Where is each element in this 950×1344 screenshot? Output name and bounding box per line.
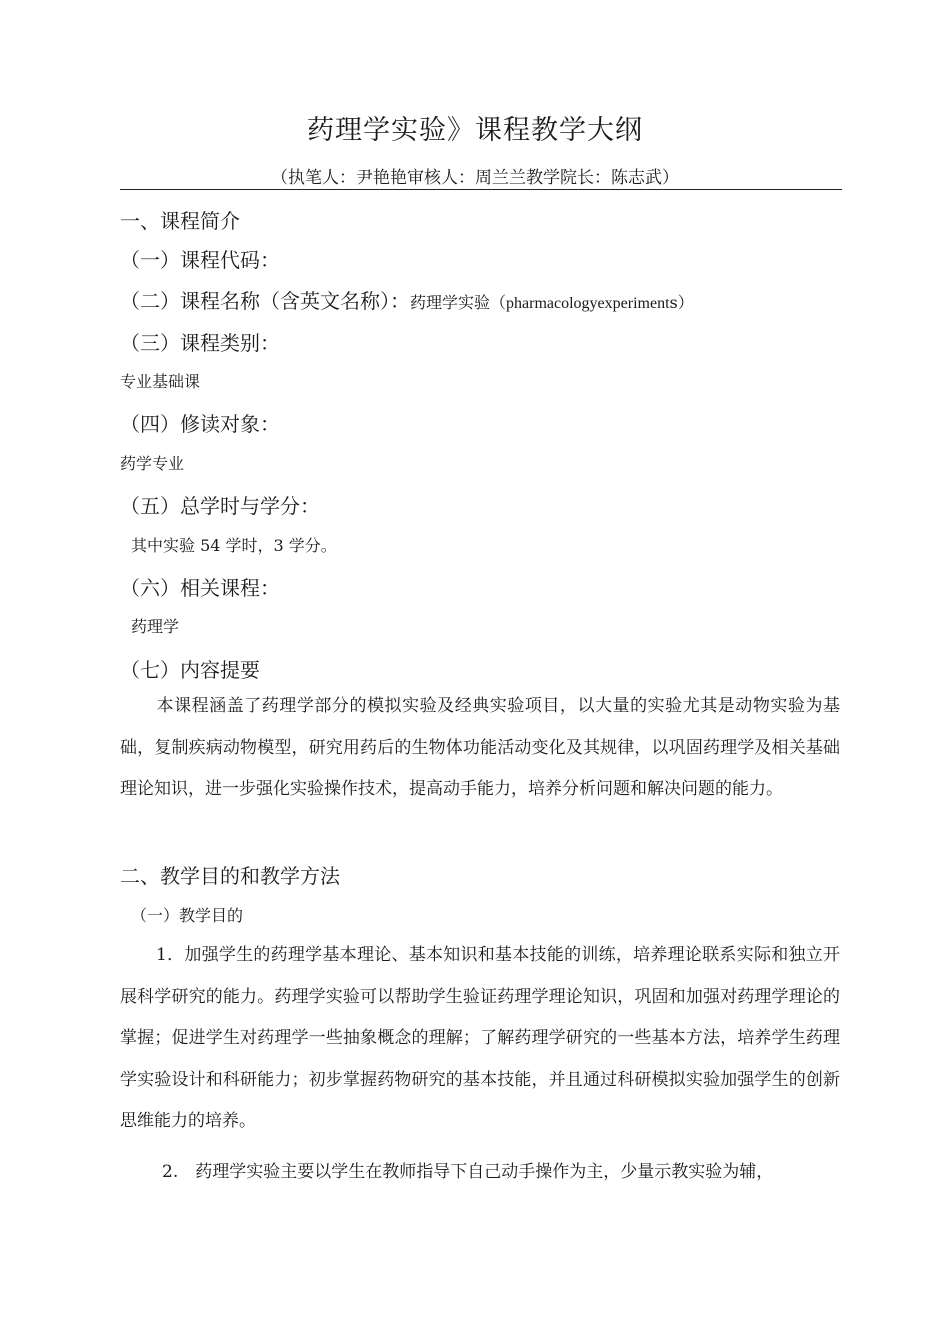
course-hours-label: （五）总学时与学分：: [120, 494, 320, 518]
summary-label: （七）内容提要: [120, 658, 260, 682]
section-2-heading: 二、教学目的和教学方法: [120, 864, 340, 888]
purpose-item-1: [120, 935, 840, 1143]
course-target-label: （四）修读对象：: [120, 412, 280, 436]
document-title: 药理学实验》课程教学大纲: [307, 115, 643, 146]
course-hours-value: 其中实验 54 学时，3 学分。: [131, 536, 337, 555]
summary-text: 本课程涵盖了药理学部分的模拟实验及经典实验项目，以大量的实验尤其是动物实验为基础，复制疾病动物模型，研究用药后的生物体功能活动变化及其规律，以巩固药理学及相关基础理论知识，进一步强化实验操作技术，提高动手能力，培养分析问题和解决问题的能力。: [120, 696, 840, 799]
title-divider: [120, 189, 842, 190]
purpose-item-2: [120, 1152, 840, 1194]
course-code-label: （一）课程代码：: [120, 248, 280, 272]
purpose-item-2-text: 2. 药理学实验主要以学生在教师指导下自己动手操作为主，少量示教实验为辅，: [162, 1162, 774, 1182]
course-name-value-tail: s）: [669, 293, 694, 312]
course-name-value-en: pharmacologyexperiment: [506, 295, 670, 312]
course-category-label: （三）课程类别：: [120, 331, 280, 355]
course-name-label: （二）课程名称（含英文名称）：: [120, 289, 410, 313]
course-category-value: 专业基础课: [120, 372, 201, 391]
related-course-label: （六）相关课程：: [120, 576, 280, 600]
teaching-purpose-label: （一）教学目的: [131, 906, 244, 925]
course-name-line: [120, 285, 694, 314]
related-course-value: 药理学: [131, 617, 180, 636]
course-target-value: 药学专业: [120, 454, 185, 473]
section-1-heading: 一、课程简介: [120, 209, 240, 233]
authors-line: （执笔人：尹艳艳审核人：周兰兰教学院长：陈志武）: [271, 168, 679, 188]
summary-paragraph: [120, 686, 840, 811]
course-name-value-cn: 药理学实验（: [410, 293, 507, 312]
purpose-item-1-text: 1．加强学生的药理学基本理论、基本知识和基本技能的训练，培养理论联系实际和独立开展科学研究的能力。药理学实验可以帮助学生验证药理学理论知识，巩固和加强对药理学理论的掌握；促进学生对药理学一些抽象概念的理解；了解药理学研究的一些基本方法，培养学生药理学实验设计和科研能力；初步掌握药物研究的基本技能，并且通过科研模拟实验加强学生的创新思维能力的培养。: [120, 945, 840, 1131]
